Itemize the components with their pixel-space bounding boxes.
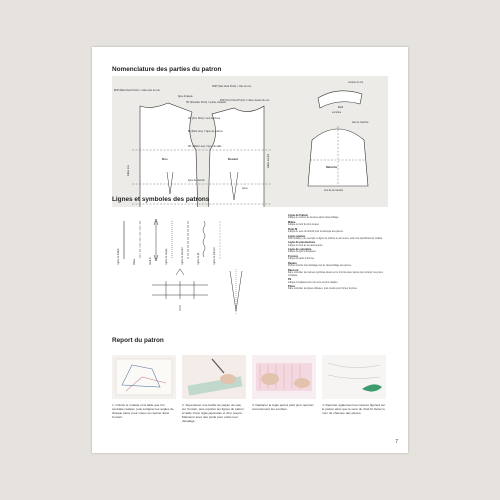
legend-term: Pli [288, 278, 292, 282]
page-number: 7 [395, 439, 398, 445]
legend-term: Pince [288, 285, 295, 289]
line-label-6: Ligne de fronces [213, 247, 216, 265]
book-page [92, 47, 408, 453]
label-milieu-devant: milieu devant [267, 153, 270, 168]
step-2-photo [182, 355, 246, 399]
legend-term: Droit-fil [288, 227, 298, 231]
legend-term: Repère [288, 262, 297, 266]
step-1-text [112, 403, 176, 419]
legend-term: Ligne de finition [288, 214, 309, 217]
step-1-photo [112, 355, 176, 399]
step-desc: Superposer une feuille de papier de soie sur l'encart, puis reporter les lignes du patron à l'aide d'une règle japonaise et d'un crayon. Maintenir avec des poids pour éviter tout décalage. [182, 403, 244, 424]
step-3-text [252, 403, 316, 411]
label-manche: Manche [326, 165, 338, 169]
step-4-text [322, 403, 386, 415]
label-devant: Devant [228, 157, 239, 161]
symbols-legend [288, 214, 384, 292]
label-bnp: BNP (Back Neck Point) = milieu dos du cou [114, 89, 160, 92]
legend-desc: Permet d'éviter tout décalage lors de l'assemblage des pièces. [288, 265, 352, 268]
step-desc: Déplacer la règle petit à petit pour reporter correctement les courbes. [252, 403, 314, 412]
legend-term: Raccord [288, 268, 299, 272]
step-desc: Choisir le modèle et la taille que l'on souhaite réaliser, puis surligner les angles de chaque pièce pour mieux se repérer dans l'encart. [112, 403, 174, 420]
step-num: 3. [252, 403, 255, 407]
legend-desc: Indique la partie à froncer. [288, 258, 315, 261]
line-label-0: Ligne de finition [117, 248, 120, 265]
legend-term: Ligne repérée [288, 234, 306, 238]
legend-desc: Indique le sens du droit-fil pour la découpe des pièces. [288, 230, 344, 233]
legend-desc: Faire coïncider les mêmes symboles situés sur le bord de deux pièces pour obtenir une pièce complète. [288, 271, 383, 277]
legend-desc: Indique le bord de la parementure. [288, 244, 324, 247]
label-fnp: FNP (Front Neck Point) = milieu devant du cou [220, 99, 270, 102]
legend-desc: Peut indiquer, par exemple, la ligne de poitrine ou de revers, selon les spécificités du modèle. [288, 237, 383, 240]
step-num: 4. [322, 403, 325, 407]
legend-desc: Faire coïncider les lignes obliques, puis coudre pour former la pince. [288, 288, 358, 291]
legend-term: Fronces [288, 255, 299, 259]
section-title-nomenclature: Nomenclature des parties du patron [112, 66, 222, 73]
legend-term: Milieu [288, 220, 296, 224]
section-title-lignes: Lignes et symboles des patrons [112, 196, 210, 203]
pattern-symbols-drawing [112, 207, 282, 341]
label-encolure: encolure [332, 111, 342, 114]
label-sp: SP (Shoulder Point) = pointe d'épaule [186, 101, 226, 104]
step-num: 2. [182, 403, 185, 407]
label-contour-col: contour du col [348, 81, 364, 84]
line-label-3: Ligne de coupe [165, 248, 168, 265]
label-epaule: ligne d'épaule [178, 95, 193, 98]
line-label-2: Droit-fil [149, 257, 152, 265]
line-label-1: Milieu [133, 258, 136, 265]
legend-term: Ligne de parementure [288, 241, 316, 245]
label-snp: SNP (Side Neck Point) = côté du cou [212, 85, 252, 88]
symbols-panel [112, 207, 388, 341]
label-col: Col [338, 105, 343, 109]
label-milieu-dos: milieu dos [127, 165, 130, 176]
steps-row [112, 355, 388, 449]
label-tour-manche: tour de la manche [324, 189, 344, 192]
line-label-4: Ligne de raccord [181, 247, 184, 265]
step-desc: Reporter également les repères figurant sur le patron ainsi que le sens du droit-fil. Noter le nom de chacune des pièces. [322, 403, 386, 416]
step-3-photo [252, 355, 316, 399]
label-ah: AH (Arm Hole) = emmanchure [188, 117, 221, 120]
label-wl: WL (Waist Line) = ligne de taille [188, 145, 222, 148]
label-pince: pince [242, 187, 248, 190]
label-bl: BL (Bust Line) = ligne de poitrine [188, 130, 223, 133]
legend-desc: Indique le bord du pli à couper. [288, 223, 320, 226]
label-tete-manche: tête de manche [352, 121, 369, 124]
step-4-photo [322, 355, 386, 399]
legend-term: Ligne de surpiqûre [288, 248, 312, 252]
line-label-5: Ligne de pli [197, 252, 200, 265]
step-2-text [182, 403, 246, 423]
label-dos: Dos [162, 157, 168, 161]
legend-desc: Indique la ligne à surpiquer. [288, 251, 317, 254]
section-title-report: Report du patron [112, 337, 164, 344]
legend-desc: Indique le contour de la pièce après l'assemblage. [288, 217, 340, 220]
step-num: 1. [112, 403, 115, 407]
legend-desc: Indique l'emplacement et le sens du pli à réaliser. [288, 281, 339, 284]
label-hanche: ligne de hanche [188, 179, 205, 182]
